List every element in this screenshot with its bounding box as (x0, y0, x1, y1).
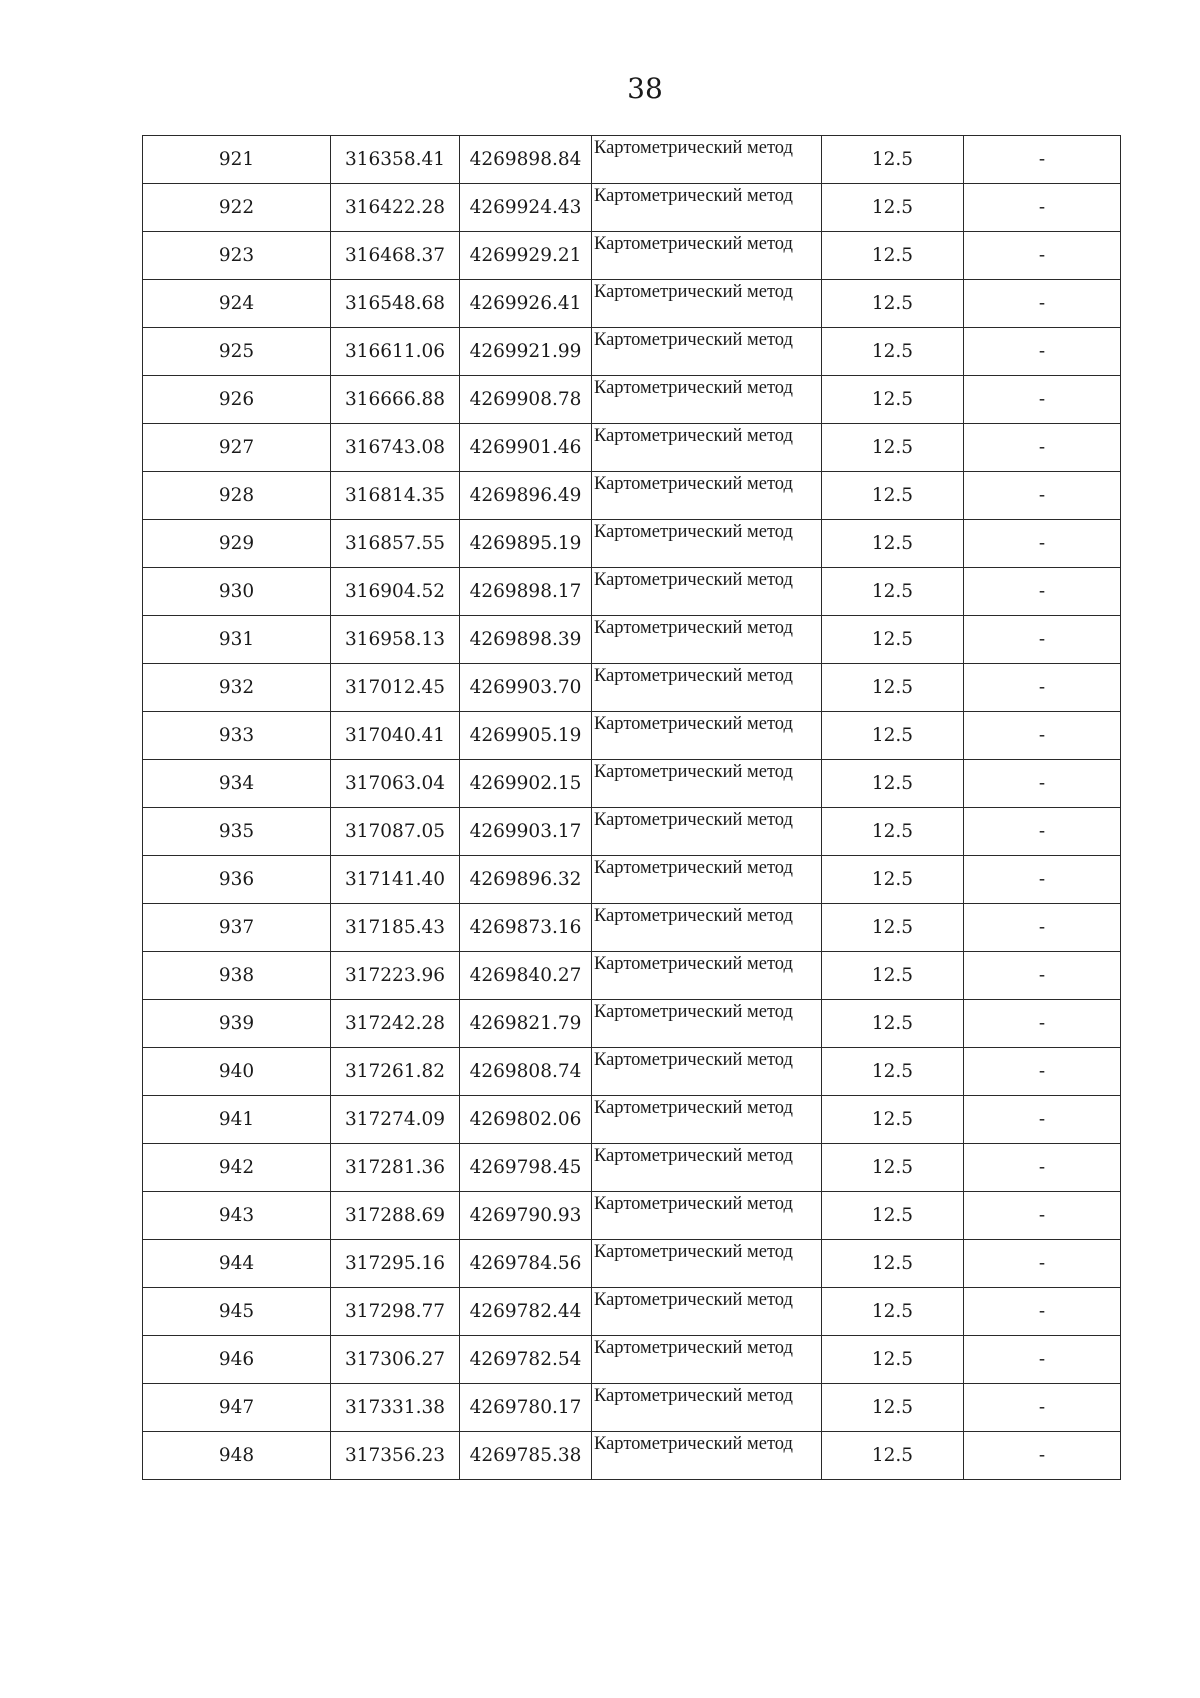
accuracy-cell: 12.5 (822, 232, 964, 280)
table-row (143, 184, 1121, 232)
x-coordinate-cell: 317040.41 (331, 712, 460, 760)
method-cell: Картометрический метод (592, 760, 822, 808)
note-cell: - (964, 1432, 1121, 1480)
point-number-cell: 933 (143, 712, 331, 760)
y-coordinate-cell: 4269873.16 (460, 904, 592, 952)
point-number-cell: 943 (143, 1192, 331, 1240)
y-coordinate-cell: 4269926.41 (460, 280, 592, 328)
table-row (143, 1192, 1121, 1240)
method-cell: Картометрический метод (592, 856, 822, 904)
method-cell: Картометрический метод (592, 952, 822, 1000)
point-number-cell: 939 (143, 1000, 331, 1048)
accuracy-cell: 12.5 (822, 1288, 964, 1336)
note-cell: - (964, 232, 1121, 280)
method-cell: Картометрический метод (592, 1144, 822, 1192)
table-row (143, 616, 1121, 664)
accuracy-cell: 12.5 (822, 808, 964, 856)
table-row (143, 1000, 1121, 1048)
table-row (143, 760, 1121, 808)
method-cell: Картометрический метод (592, 808, 822, 856)
point-number-cell: 924 (143, 280, 331, 328)
x-coordinate-cell: 317087.05 (331, 808, 460, 856)
y-coordinate-cell: 4269908.78 (460, 376, 592, 424)
note-cell: - (964, 424, 1121, 472)
point-number-cell: 936 (143, 856, 331, 904)
y-coordinate-cell: 4269924.43 (460, 184, 592, 232)
table-row (143, 1336, 1121, 1384)
table-row (143, 1432, 1121, 1480)
method-cell: Картометрический метод (592, 328, 822, 376)
point-number-cell: 926 (143, 376, 331, 424)
note-cell: - (964, 1048, 1121, 1096)
table-row (143, 1384, 1121, 1432)
table-row (143, 1240, 1121, 1288)
point-number-cell: 922 (143, 184, 331, 232)
y-coordinate-cell: 4269808.74 (460, 1048, 592, 1096)
note-cell: - (964, 520, 1121, 568)
point-number-cell: 930 (143, 568, 331, 616)
point-number-cell: 927 (143, 424, 331, 472)
method-cell: Картометрический метод (592, 1096, 822, 1144)
x-coordinate-cell: 316814.35 (331, 472, 460, 520)
point-number-cell: 942 (143, 1144, 331, 1192)
y-coordinate-cell: 4269782.54 (460, 1336, 592, 1384)
x-coordinate-cell: 317298.77 (331, 1288, 460, 1336)
table-row (143, 136, 1121, 184)
method-cell: Картометрический метод (592, 1192, 822, 1240)
method-cell: Картометрический метод (592, 424, 822, 472)
table-row (143, 568, 1121, 616)
accuracy-cell: 12.5 (822, 328, 964, 376)
table-row (143, 808, 1121, 856)
y-coordinate-cell: 4269901.46 (460, 424, 592, 472)
table-row (143, 1096, 1121, 1144)
note-cell: - (964, 376, 1121, 424)
point-number-cell: 944 (143, 1240, 331, 1288)
accuracy-cell: 12.5 (822, 664, 964, 712)
point-number-cell: 946 (143, 1336, 331, 1384)
y-coordinate-cell: 4269898.39 (460, 616, 592, 664)
note-cell: - (964, 280, 1121, 328)
point-number-cell: 937 (143, 904, 331, 952)
method-cell: Картометрический метод (592, 616, 822, 664)
note-cell: - (964, 328, 1121, 376)
note-cell: - (964, 952, 1121, 1000)
point-number-cell: 934 (143, 760, 331, 808)
point-number-cell: 941 (143, 1096, 331, 1144)
x-coordinate-cell: 316666.88 (331, 376, 460, 424)
page-number: 38 (627, 72, 663, 105)
method-cell: Картометрический метод (592, 232, 822, 280)
point-number-cell: 932 (143, 664, 331, 712)
method-cell: Картометрический метод (592, 1240, 822, 1288)
accuracy-cell: 12.5 (822, 1048, 964, 1096)
method-cell: Картометрический метод (592, 712, 822, 760)
note-cell: - (964, 1144, 1121, 1192)
y-coordinate-cell: 4269840.27 (460, 952, 592, 1000)
x-coordinate-cell: 316743.08 (331, 424, 460, 472)
x-coordinate-cell: 316611.06 (331, 328, 460, 376)
table-row (143, 424, 1121, 472)
y-coordinate-cell: 4269798.45 (460, 1144, 592, 1192)
accuracy-cell: 12.5 (822, 1240, 964, 1288)
note-cell: - (964, 136, 1121, 184)
x-coordinate-cell: 317356.23 (331, 1432, 460, 1480)
table-row (143, 1048, 1121, 1096)
y-coordinate-cell: 4269903.70 (460, 664, 592, 712)
point-number-cell: 925 (143, 328, 331, 376)
x-coordinate-cell: 317185.43 (331, 904, 460, 952)
x-coordinate-cell: 317012.45 (331, 664, 460, 712)
accuracy-cell: 12.5 (822, 136, 964, 184)
accuracy-cell: 12.5 (822, 184, 964, 232)
point-number-cell: 945 (143, 1288, 331, 1336)
accuracy-cell: 12.5 (822, 1432, 964, 1480)
x-coordinate-cell: 317295.16 (331, 1240, 460, 1288)
point-number-cell: 921 (143, 136, 331, 184)
table-row (143, 232, 1121, 280)
y-coordinate-cell: 4269921.99 (460, 328, 592, 376)
note-cell: - (964, 808, 1121, 856)
method-cell: Картометрический метод (592, 1432, 822, 1480)
accuracy-cell: 12.5 (822, 616, 964, 664)
method-cell: Картометрический метод (592, 568, 822, 616)
accuracy-cell: 12.5 (822, 1000, 964, 1048)
note-cell: - (964, 1384, 1121, 1432)
x-coordinate-cell: 316904.52 (331, 568, 460, 616)
point-number-cell: 947 (143, 1384, 331, 1432)
table-row (143, 856, 1121, 904)
note-cell: - (964, 664, 1121, 712)
method-cell: Картометрический метод (592, 1336, 822, 1384)
note-cell: - (964, 1240, 1121, 1288)
note-cell: - (964, 856, 1121, 904)
method-cell: Картометрический метод (592, 280, 822, 328)
table-body (143, 136, 1121, 1480)
accuracy-cell: 12.5 (822, 904, 964, 952)
y-coordinate-cell: 4269896.49 (460, 472, 592, 520)
method-cell: Картометрический метод (592, 1288, 822, 1336)
table-row (143, 904, 1121, 952)
note-cell: - (964, 1288, 1121, 1336)
method-cell: Картометрический метод (592, 664, 822, 712)
note-cell: - (964, 904, 1121, 952)
note-cell: - (964, 568, 1121, 616)
x-coordinate-cell: 317063.04 (331, 760, 460, 808)
table-row (143, 376, 1121, 424)
x-coordinate-cell: 316422.28 (331, 184, 460, 232)
accuracy-cell: 12.5 (822, 1096, 964, 1144)
point-number-cell: 948 (143, 1432, 331, 1480)
y-coordinate-cell: 4269785.38 (460, 1432, 592, 1480)
y-coordinate-cell: 4269896.32 (460, 856, 592, 904)
note-cell: - (964, 184, 1121, 232)
point-number-cell: 935 (143, 808, 331, 856)
note-cell: - (964, 1192, 1121, 1240)
note-cell: - (964, 760, 1121, 808)
method-cell: Картометрический метод (592, 904, 822, 952)
accuracy-cell: 12.5 (822, 568, 964, 616)
x-coordinate-cell: 317331.38 (331, 1384, 460, 1432)
x-coordinate-cell: 317242.28 (331, 1000, 460, 1048)
table-row (143, 952, 1121, 1000)
point-number-cell: 923 (143, 232, 331, 280)
accuracy-cell: 12.5 (822, 424, 964, 472)
accuracy-cell: 12.5 (822, 472, 964, 520)
note-cell: - (964, 712, 1121, 760)
table-row (143, 328, 1121, 376)
y-coordinate-cell: 4269903.17 (460, 808, 592, 856)
point-number-cell: 931 (143, 616, 331, 664)
note-cell: - (964, 616, 1121, 664)
accuracy-cell: 12.5 (822, 856, 964, 904)
accuracy-cell: 12.5 (822, 376, 964, 424)
x-coordinate-cell: 317261.82 (331, 1048, 460, 1096)
y-coordinate-cell: 4269780.17 (460, 1384, 592, 1432)
y-coordinate-cell: 4269782.44 (460, 1288, 592, 1336)
y-coordinate-cell: 4269895.19 (460, 520, 592, 568)
accuracy-cell: 12.5 (822, 1144, 964, 1192)
note-cell: - (964, 1000, 1121, 1048)
note-cell: - (964, 1096, 1121, 1144)
method-cell: Картометрический метод (592, 136, 822, 184)
x-coordinate-cell: 317141.40 (331, 856, 460, 904)
method-cell: Картометрический метод (592, 472, 822, 520)
table-row (143, 520, 1121, 568)
note-cell: - (964, 472, 1121, 520)
x-coordinate-cell: 316958.13 (331, 616, 460, 664)
method-cell: Картометрический метод (592, 376, 822, 424)
table-row (143, 664, 1121, 712)
accuracy-cell: 12.5 (822, 520, 964, 568)
table-row (143, 712, 1121, 760)
point-number-cell: 928 (143, 472, 331, 520)
x-coordinate-cell: 317281.36 (331, 1144, 460, 1192)
accuracy-cell: 12.5 (822, 712, 964, 760)
x-coordinate-cell: 316857.55 (331, 520, 460, 568)
table-row (143, 472, 1121, 520)
x-coordinate-cell: 317274.09 (331, 1096, 460, 1144)
method-cell: Картометрический метод (592, 184, 822, 232)
point-number-cell: 929 (143, 520, 331, 568)
method-cell: Картометрический метод (592, 1048, 822, 1096)
y-coordinate-cell: 4269898.84 (460, 136, 592, 184)
x-coordinate-cell: 317223.96 (331, 952, 460, 1000)
method-cell: Картометрический метод (592, 1000, 822, 1048)
accuracy-cell: 12.5 (822, 760, 964, 808)
x-coordinate-cell: 317306.27 (331, 1336, 460, 1384)
y-coordinate-cell: 4269790.93 (460, 1192, 592, 1240)
x-coordinate-cell: 316358.41 (331, 136, 460, 184)
y-coordinate-cell: 4269902.15 (460, 760, 592, 808)
x-coordinate-cell: 316548.68 (331, 280, 460, 328)
y-coordinate-cell: 4269821.79 (460, 1000, 592, 1048)
coordinates-table (142, 135, 1121, 1480)
note-cell: - (964, 1336, 1121, 1384)
y-coordinate-cell: 4269929.21 (460, 232, 592, 280)
accuracy-cell: 12.5 (822, 280, 964, 328)
method-cell: Картометрический метод (592, 520, 822, 568)
table-row (143, 280, 1121, 328)
y-coordinate-cell: 4269905.19 (460, 712, 592, 760)
x-coordinate-cell: 317288.69 (331, 1192, 460, 1240)
table-row (143, 1288, 1121, 1336)
accuracy-cell: 12.5 (822, 1336, 964, 1384)
accuracy-cell: 12.5 (822, 1384, 964, 1432)
point-number-cell: 940 (143, 1048, 331, 1096)
point-number-cell: 938 (143, 952, 331, 1000)
y-coordinate-cell: 4269898.17 (460, 568, 592, 616)
accuracy-cell: 12.5 (822, 952, 964, 1000)
accuracy-cell: 12.5 (822, 1192, 964, 1240)
x-coordinate-cell: 316468.37 (331, 232, 460, 280)
table-row (143, 1144, 1121, 1192)
method-cell: Картометрический метод (592, 1384, 822, 1432)
y-coordinate-cell: 4269784.56 (460, 1240, 592, 1288)
y-coordinate-cell: 4269802.06 (460, 1096, 592, 1144)
